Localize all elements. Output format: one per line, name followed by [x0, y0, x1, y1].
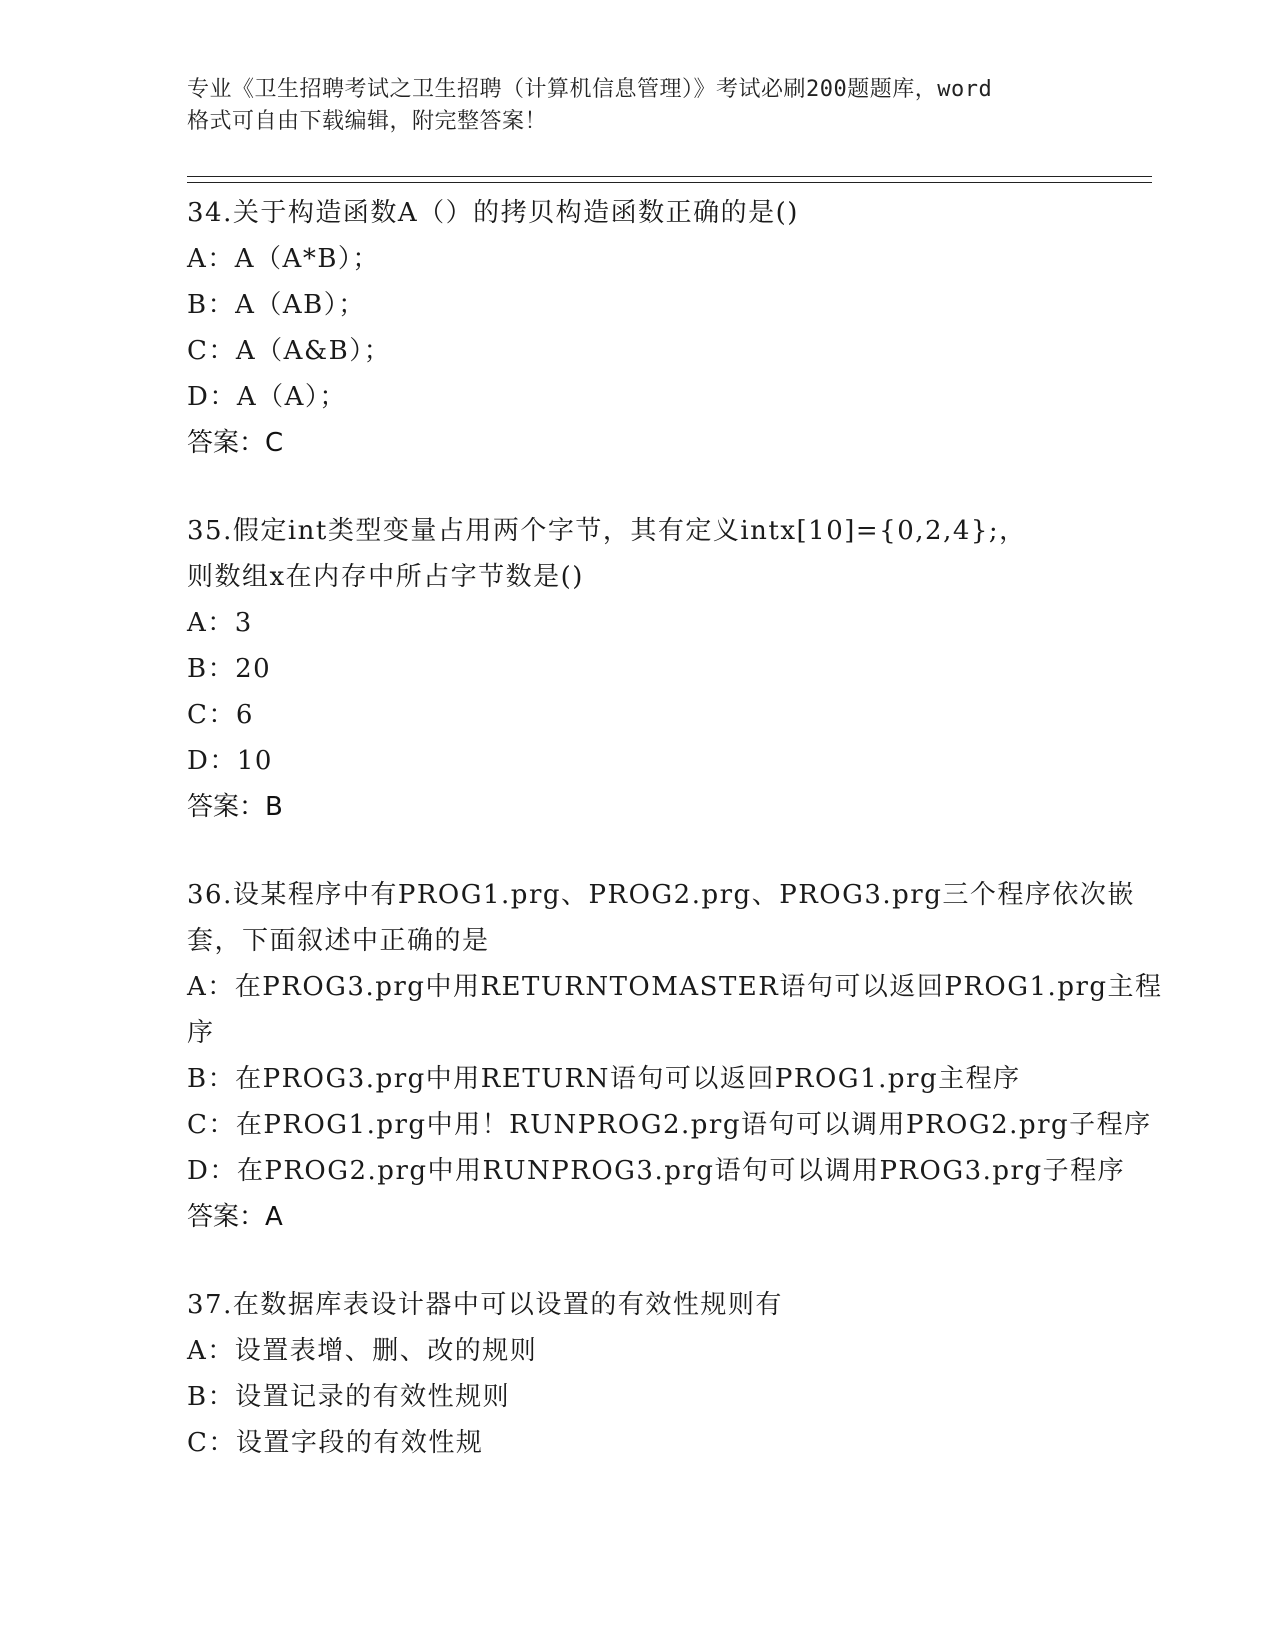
option-text: B：A（AB）；	[187, 290, 366, 320]
question-block	[187, 190, 1187, 508]
header-divider-top	[187, 176, 1152, 177]
question-list	[187, 190, 1187, 1466]
question-text: 套，下面叙述中正确的是	[187, 926, 490, 956]
option-text: 序	[187, 1018, 215, 1048]
header-line-1: 专业《卫生招聘考试之卫生招聘（计算机信息管理）》考试必刷200题题库，word	[187, 77, 993, 102]
option-text: C：设置字段的有效性规	[187, 1428, 484, 1458]
question-text: 34.关于构造函数A（）的拷贝构造函数正确的是()	[187, 198, 799, 228]
option-text: D：A（A）；	[187, 382, 347, 412]
document-header	[187, 74, 1087, 138]
question-block	[187, 508, 1187, 872]
question-text: 则数组x在内存中所占字节数是()	[187, 562, 584, 592]
question-text: 37.在数据库表设计器中可以设置的有效性规则有	[187, 1290, 783, 1320]
answer-text: 答案：B	[187, 792, 283, 822]
header-line-2: 格式可自由下载编辑，附完整答案！	[187, 109, 548, 134]
question-block	[187, 872, 1187, 1282]
question-spacer	[187, 466, 1187, 508]
question-text: 35.假定int类型变量占用两个字节，其有定义intx[10]={0,2,4};，	[187, 516, 1027, 546]
question-spacer	[187, 1240, 1187, 1282]
option-text: A：设置表增、删、改的规则	[187, 1336, 538, 1366]
option-text: A：3	[187, 608, 253, 638]
option-text: A：在PROG3.prg中用RETURNTOMASTER语句可以返回PROG1.prg主程	[187, 972, 1163, 1002]
option-text: C：6	[187, 700, 254, 730]
option-text: B：在PROG3.prg中用RETURN语句可以返回PROG1.prg主程序	[187, 1064, 1021, 1094]
option-text: C：在PROG1.prg中用！RUNPROG2.prg语句可以调用PROG2.prg子程序	[187, 1110, 1152, 1140]
option-text: D：10	[187, 746, 273, 776]
question-text: 36.设某程序中有PROG1.prg、PROG2.prg、PROG3.prg三个程序依次嵌	[187, 880, 1135, 910]
option-text: D：在PROG2.prg中用RUNPROG3.prg语句可以调用PROG3.prg子程序	[187, 1156, 1126, 1186]
answer-text: 答案：C	[187, 428, 284, 458]
option-text: B：设置记录的有效性规则	[187, 1382, 511, 1412]
question-spacer	[187, 830, 1187, 872]
question-block	[187, 1282, 1187, 1466]
answer-text: 答案：A	[187, 1202, 283, 1232]
header-divider-bottom	[187, 182, 1152, 183]
option-text: B：20	[187, 654, 272, 684]
option-text: C：A（A&B）；	[187, 336, 392, 366]
option-text: A：A（A*B）；	[187, 244, 380, 274]
